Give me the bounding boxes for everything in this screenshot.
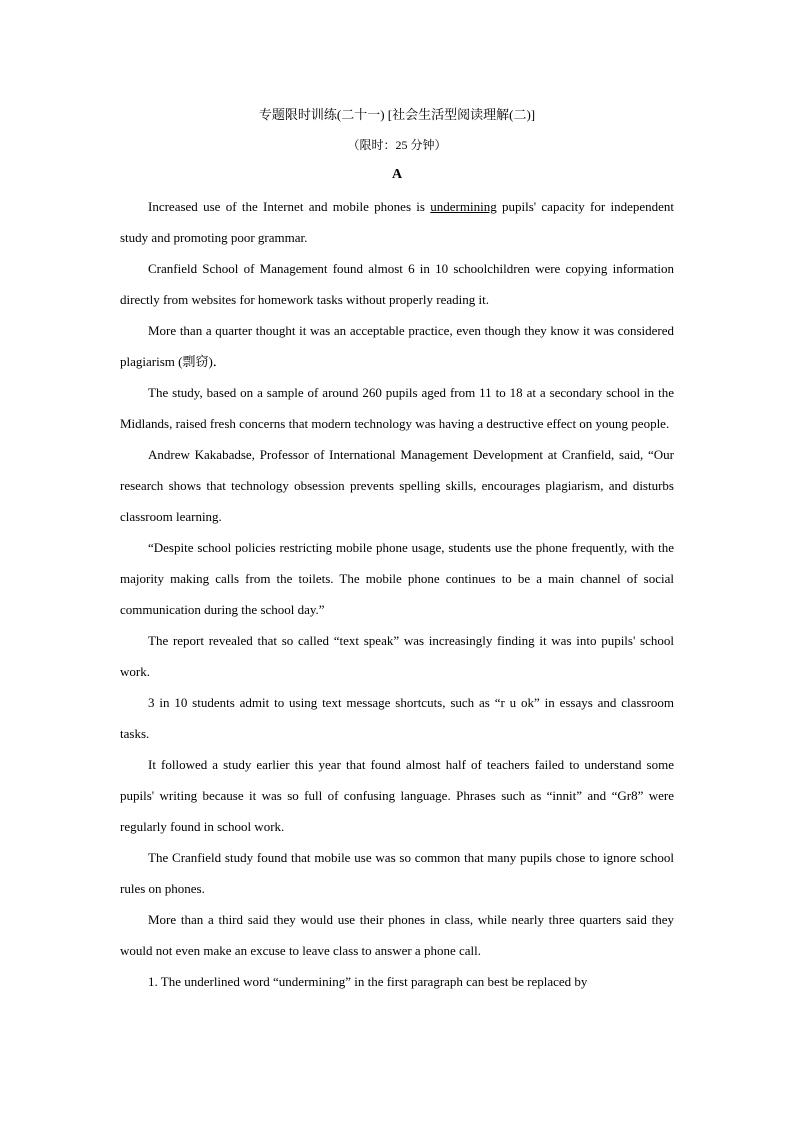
passage-body bbox=[120, 191, 674, 997]
time-limit: （限时：25 分钟） bbox=[347, 138, 447, 152]
paragraph-3: More than a quarter thought it was an acceptable practice, even though they know it was considered plagiarism (剽窃)． bbox=[120, 323, 674, 369]
paragraph-2: Cranfield School of Management found almost 6 in 10 schoolchildren were copying information directly from websites for homework tasks without properly reading it. bbox=[120, 261, 674, 307]
paragraph-4: The study, based on a sample of around 260 pupils aged from 11 to 18 at a secondary school in the Midlands, raised fresh concerns that modern technology was having a destructive effect on young people. bbox=[120, 385, 674, 431]
paragraph-6: “Despite school policies restricting mobile phone usage, students use the phone frequently, with the majority making calls from the toilets. The mobile phone continues to be a main channel of social communication during the school day.” bbox=[120, 540, 674, 617]
paragraph-1 bbox=[120, 191, 674, 253]
paragraph-7: The report revealed that so called “text speak” was increasingly finding it was into pupils' school work. bbox=[120, 633, 674, 679]
paragraph-5: Andrew Kakabadse, Professor of International Management Development at Cranfield, said, “Our research shows that technology obsession prevents spelling skills, encourages plagiarism, and disturbs classroom learning. bbox=[120, 447, 674, 524]
paragraph-10: The Cranfield study found that mobile use was so common that many pupils chose to ignore school rules on phones. bbox=[120, 850, 674, 896]
underlined-word: undermining bbox=[430, 199, 497, 214]
paragraph-1-end: pupils' capacity for independent study and promoting poor grammar. bbox=[120, 199, 674, 245]
section-label: A bbox=[391, 167, 403, 182]
paragraph-8: 3 in 10 students admit to using text message shortcuts, such as “r u ok” in essays and classroom tasks. bbox=[120, 695, 674, 741]
paragraph-9: It followed a study earlier this year that found almost half of teachers failed to understand some pupils' writing because it was so full of confusing language. Phrases such as “innit” and “Gr8” were regularly found in school work. bbox=[120, 757, 674, 834]
paragraph-1-start: Increased use of the Internet and mobile phones is bbox=[148, 199, 431, 214]
paragraph-11: More than a third said they would use their phones in class, while nearly three quarters said they would not even make an excuse to leave class to answer a phone call. bbox=[120, 912, 674, 958]
page-title: 专题限时训练(二十一) [社会生活型阅读理解(二)] bbox=[258, 107, 536, 122]
question-1: 1. The underlined word “undermining” in the first paragraph can best be replaced by bbox=[148, 974, 588, 989]
